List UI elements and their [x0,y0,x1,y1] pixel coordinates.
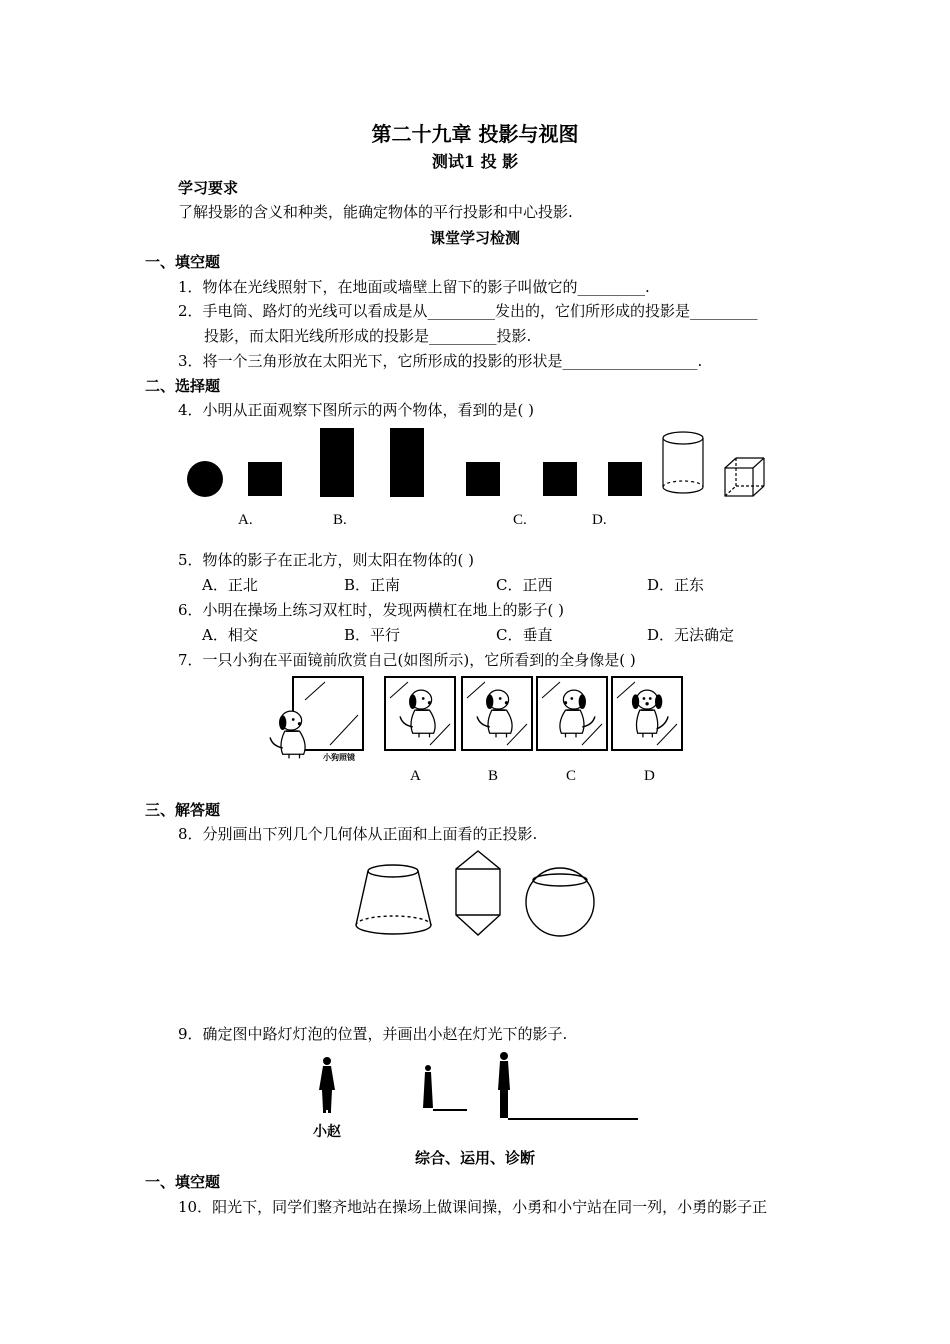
q4-label-b: B. [333,512,347,528]
q4-label-c: C. [513,512,527,528]
question-10: 10．阳光下，同学们整齐地站在操场上做课间操，小勇和小宁站在同一列，小勇的影子正 [178,1198,768,1216]
small-person-figure [423,1065,433,1108]
q7-label-d: D [644,768,655,784]
question-3: 3．将一个三角形放在太阳光下，它所形成的投影的形状是__________________. [178,352,703,370]
question-6: 6．小明在操场上练习双杠时，发现两横杠在地上的影子( ) [178,601,565,619]
part1-heading: 一、填空题 [145,253,221,271]
part2-heading: 二、选择题 [145,377,221,395]
test-title: 测试1 投 影 [431,152,519,171]
part3-heading: 三、解答题 [145,801,221,819]
q6-option-d: D．无法确定 [647,626,735,644]
q7-label-a: A [410,768,421,784]
part4-heading: 一、填空题 [145,1173,221,1191]
q6-option-b: B．平行 [344,626,401,644]
question-1: 1．物体在光线照射下，在地面或墙壁上留下的影子叫做它的_________. [178,278,650,296]
q5-option-c: C．正西 [496,576,553,594]
question-5: 5．物体的影子在正北方，则太阳在物体的( ) [178,551,475,569]
section-comprehensive-title: 综合、运用、诊断 [414,1149,535,1167]
q7-label-c: C [566,768,577,784]
requirements-text: 了解投影的含义和种类，能确定物体的平行投影和中心投影. [178,203,573,221]
q5-option-a: A．正北 [202,576,258,594]
q7-caption: 小狗照镜 [323,752,355,762]
q5-option-b: B．正南 [344,576,401,594]
q4-label-d: D. [592,512,607,528]
section-class-title: 课堂学习检测 [429,229,520,247]
question-4: 4．小明从正面观察下图所示的两个物体，看到的是( ) [178,401,535,419]
question-8: 8．分别画出下列几个几何体从正面和上面看的正投影. [178,825,538,843]
question-9: 9．确定图中路灯灯泡的位置，并画出小赵在灯光下的影子. [178,1025,568,1043]
requirements-heading: 学习要求 [178,179,239,197]
q4-label-a: A. [238,512,253,528]
q9-caption: 小赵 [313,1124,341,1140]
question-7: 7．一只小狗在平面镜前欣赏自己(如图所示)，它所看到的全身像是( ) [178,651,636,669]
q6-option-a: A．相交 [202,626,258,644]
q5-option-d: D．正东 [647,576,705,594]
tall-person-figure [498,1052,510,1118]
question-2-line2: 投影，而太阳光线所形成的投影是_________投影. [204,327,532,345]
xiaozhao-figure [319,1057,335,1113]
question-2-line1: 2．手电筒、路灯的光线可以看成是从_________发出的，它们所形成的投影是_________ [178,302,758,320]
q7-label-b: B [488,768,499,784]
chapter-title: 第二十九章 投影与视图 [371,122,579,146]
q6-option-c: C．垂直 [496,626,553,644]
